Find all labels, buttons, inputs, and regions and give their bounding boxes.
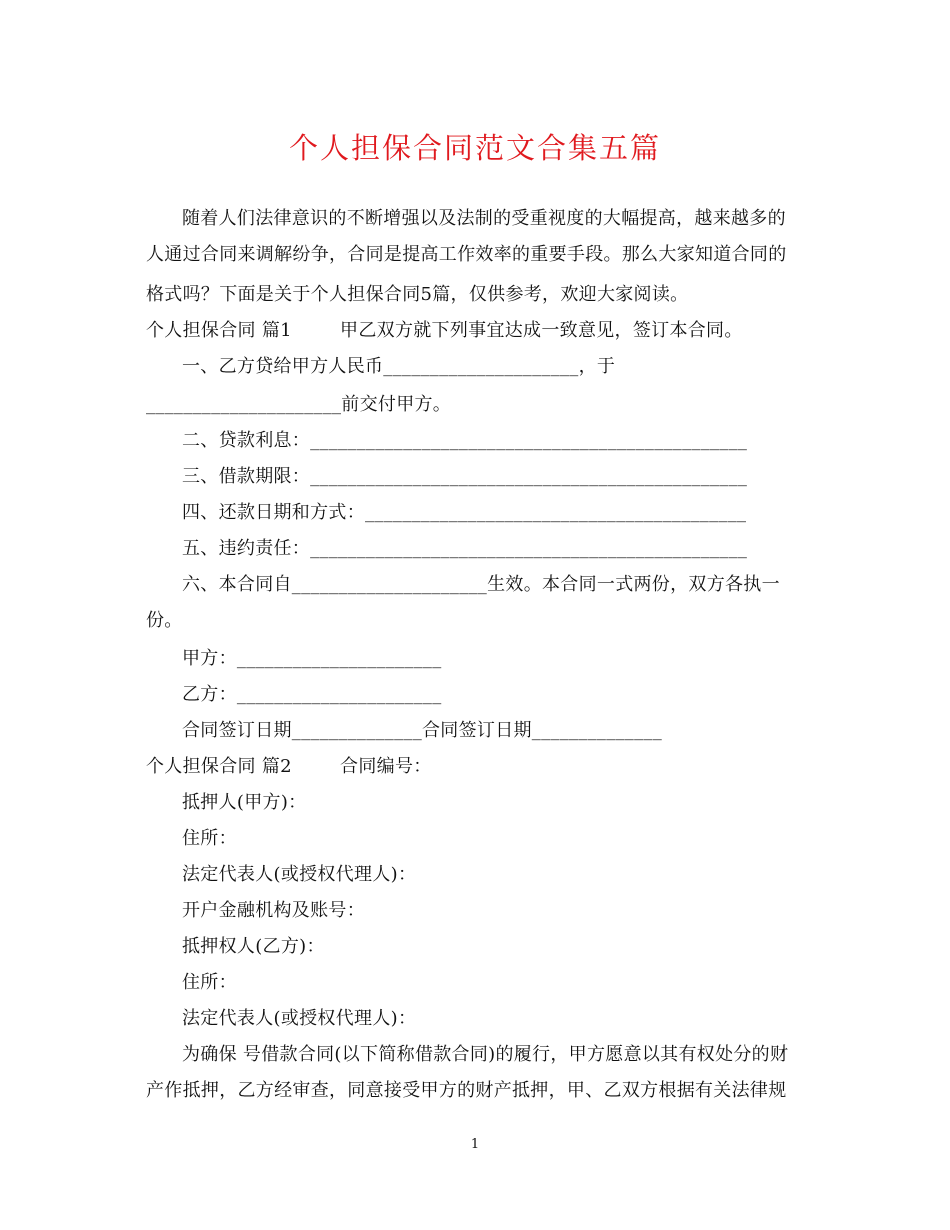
party-a-signature: 甲方：______________________ xyxy=(182,648,442,669)
body-paragraph-line-1: 为确保 号借款合同(以下简称借款合同)的履行，甲方愿意以其有权处分的财 xyxy=(182,1044,789,1065)
mortgagor-field: 抵押人(甲方)： xyxy=(182,792,307,813)
clause-5: 五、违约责任：_______________________________________________ xyxy=(182,538,748,559)
intro-line-1: 随着人们法律意识的不断增强以及法制的受重视度的大幅提高，越来越多的 xyxy=(182,208,786,229)
clause-3: 三、借款期限：_______________________________________________ xyxy=(182,466,748,487)
clause-4: 四、还款日期和方式：_________________________________________ xyxy=(182,502,747,523)
mortgagor-address-field: 住所： xyxy=(182,828,237,849)
clause-6-line-1: 六、本合同自_____________________生效。本合同一式两份，双方各执一 xyxy=(182,574,780,595)
clause-6-line-2: 份。 xyxy=(146,610,183,631)
bank-account-field: 开户金融机构及账号： xyxy=(182,900,365,921)
clause-1-line-2: _____________________前交付甲方。 xyxy=(146,394,452,415)
body-paragraph-line-2: 产作抵押，乙方经审查，同意接受甲方的财产抵押，甲、乙双方根据有关法律规 xyxy=(146,1080,787,1101)
clause-2: 二、贷款利息：_______________________________________________ xyxy=(182,430,748,451)
party-b-signature: 乙方：______________________ xyxy=(182,684,442,705)
document-title: 个人担保合同范文合集五篇 xyxy=(288,131,661,165)
mortgagee-address-field: 住所： xyxy=(182,972,237,993)
section-1-heading: 个人担保合同 篇1 甲乙双方就下列事宜达成一致意见，签订本合同。 xyxy=(146,320,743,341)
signing-dates: 合同签订日期______________合同签订日期______________ xyxy=(182,720,662,741)
section-2-heading: 个人担保合同 篇2 合同编号： xyxy=(146,756,432,777)
intro-line-2: 人通过合同来调解纷争，合同是提高工作效率的重要手段。那么大家知道合同的 xyxy=(146,244,787,265)
mortgagee-representative-field: 法定代表人(或授权代理人)： xyxy=(182,1008,417,1029)
mortgagor-representative-field: 法定代表人(或授权代理人)： xyxy=(182,864,417,885)
mortgagee-field: 抵押权人(乙方)： xyxy=(182,936,325,957)
clause-1-line-1: 一、乙方贷给甲方人民币_____________________，于 xyxy=(182,356,616,377)
page-number: 1 xyxy=(470,1137,480,1152)
intro-line-3: 格式吗？下面是关于个人担保合同5篇，仅供参考，欢迎大家阅读。 xyxy=(146,284,689,305)
